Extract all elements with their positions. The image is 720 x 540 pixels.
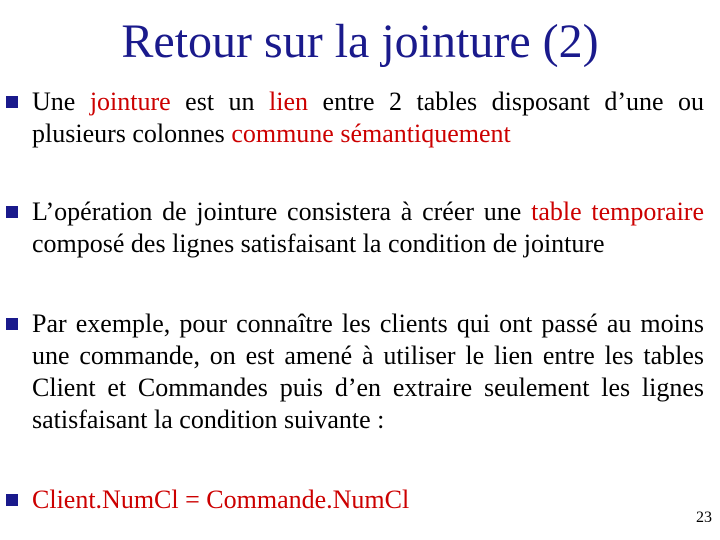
bullet-text-4 — [32, 484, 704, 516]
square-bullet-icon — [6, 494, 18, 506]
bullet-text-3: Par exemple, pour connaître les clients qui ont passé au moins une commande, on est amené à utiliser le lien entre les tables Client et Commandes puis d’en extraire seulement les lignes satisfaisant la condition suivante : — [32, 309, 704, 434]
text-run: entre 2 tables disposant d’une ou plusieurs colonnes — [32, 87, 705, 148]
bullet-item-2 — [32, 196, 704, 260]
text-run: composé des lignes satisfaisant la condition de jointure — [32, 229, 605, 258]
highlight-lien: lien — [269, 87, 309, 116]
highlight-jointure: jointure — [89, 87, 171, 116]
square-bullet-icon — [6, 206, 18, 218]
slide-title: Retour sur la jointure (2) — [121, 15, 599, 68]
text-run: est un — [170, 87, 270, 116]
highlight-semantiquement: sémantiquement — [340, 119, 511, 148]
square-bullet-icon — [6, 318, 18, 330]
bullet-text-1 — [32, 86, 704, 150]
text-run: L’opération de jointure consistera à créer une — [32, 197, 532, 226]
highlight-commune: commune — [231, 119, 334, 148]
highlight-condition: Client.NumCl = Commande.NumCl — [32, 485, 410, 514]
bullet-item-1 — [32, 86, 704, 150]
text-run: Une — [32, 87, 90, 116]
highlight-table-temporaire: table temporaire — [531, 197, 704, 226]
bullet-item-3 — [32, 308, 704, 436]
square-bullet-icon — [6, 96, 18, 108]
page-number: 23 — [696, 509, 712, 526]
bullet-item-4 — [32, 484, 704, 516]
bullet-text-2 — [32, 196, 704, 260]
